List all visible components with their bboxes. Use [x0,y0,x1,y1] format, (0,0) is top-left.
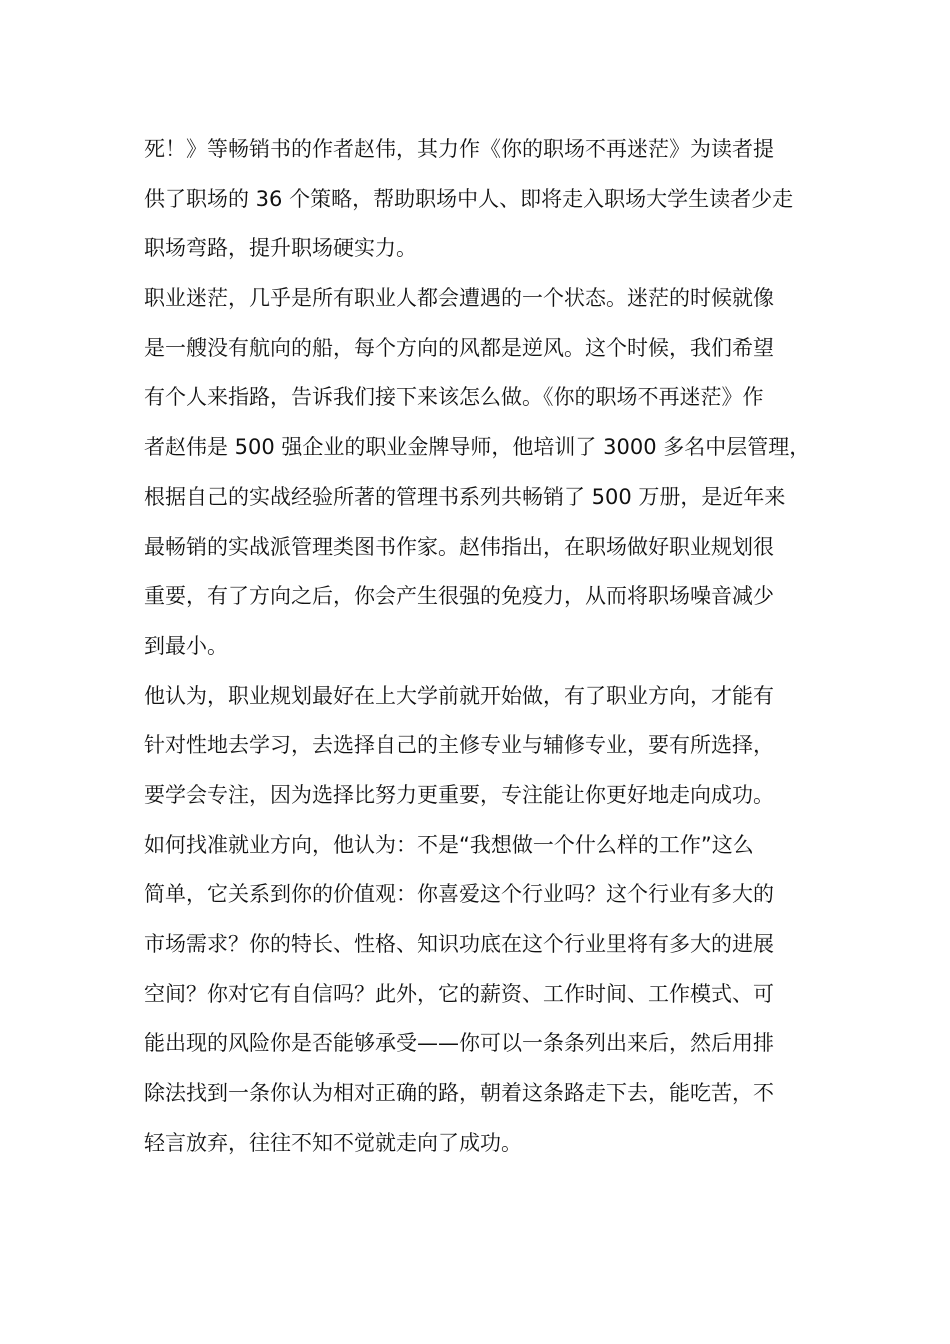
text-line: 供了职场的 36 个策略，帮助职场中人、即将走入职场大学生读者少走 [144,186,794,211]
text-line: 轻言放弃，往往不知不觉就走向了成功。 [144,1130,522,1155]
text-line: 除法找到一条你认为相对正确的路，朝着这条路走下去，能吃苦，不 [144,1081,774,1106]
text-line: 到最小。 [144,633,228,658]
document-body [144,125,816,1168]
text-line: 职场弯路，提升职场硬实力。 [144,236,417,261]
text-line: 者赵伟是 500 强企业的职业金牌导师，他培训了 3000 多名中层管理， [144,435,811,460]
text-line: 空间？你对它有自信吗？此外，它的薪资、工作时间、工作模式、可 [144,981,774,1006]
text-line: 有个人来指路，告诉我们接下来该怎么做。《你的职场不再迷茫》作 [144,385,764,410]
paragraph-1 [144,125,816,274]
text-line: 他认为，职业规划最好在上大学前就开始做，有了职业方向，才能有 [144,683,774,708]
text-line: 职业迷茫，几乎是所有职业人都会遭遇的一个状态。迷茫的时候就像 [144,286,774,311]
text-line: 如何找准就业方向，他认为：不是“我想做一个什么样的工作”这么 [144,832,754,857]
text-line: 能出现的风险你是否能够承受——你可以一条条列出来后，然后用排 [144,1031,774,1056]
text-line: 重要，有了方向之后，你会产生很强的免疫力，从而将职场噪音减少 [144,584,774,609]
paragraph-3 [144,672,816,821]
text-line: 简单，它关系到你的价值观：你喜爱这个行业吗？这个行业有多大的 [144,882,774,907]
paragraph-4 [144,821,816,1169]
text-line: 要学会专注，因为选择比努力更重要，专注能让你更好地走向成功。 [144,782,774,807]
text-line: 最畅销的实战派管理类图书作家。赵伟指出，在职场做好职业规划很 [144,534,774,559]
paragraph-2 [144,274,816,672]
text-line: 根据自己的实战经验所著的管理书系列共畅销了 500 万册，是近年来 [144,484,786,509]
text-line: 市场需求？你的特长、性格、知识功底在这个行业里将有多大的进展 [144,932,774,956]
text-line: 是一艘没有航向的船，每个方向的风都是逆风。这个时候，我们希望 [144,335,774,360]
text-line: 死！》等畅销书的作者赵伟，其力作《你的职场不再迷茫》为读者提 [144,137,774,161]
text-line: 针对性地去学习，去选择自己的主修专业与辅修专业，要有所选择， [144,733,774,758]
